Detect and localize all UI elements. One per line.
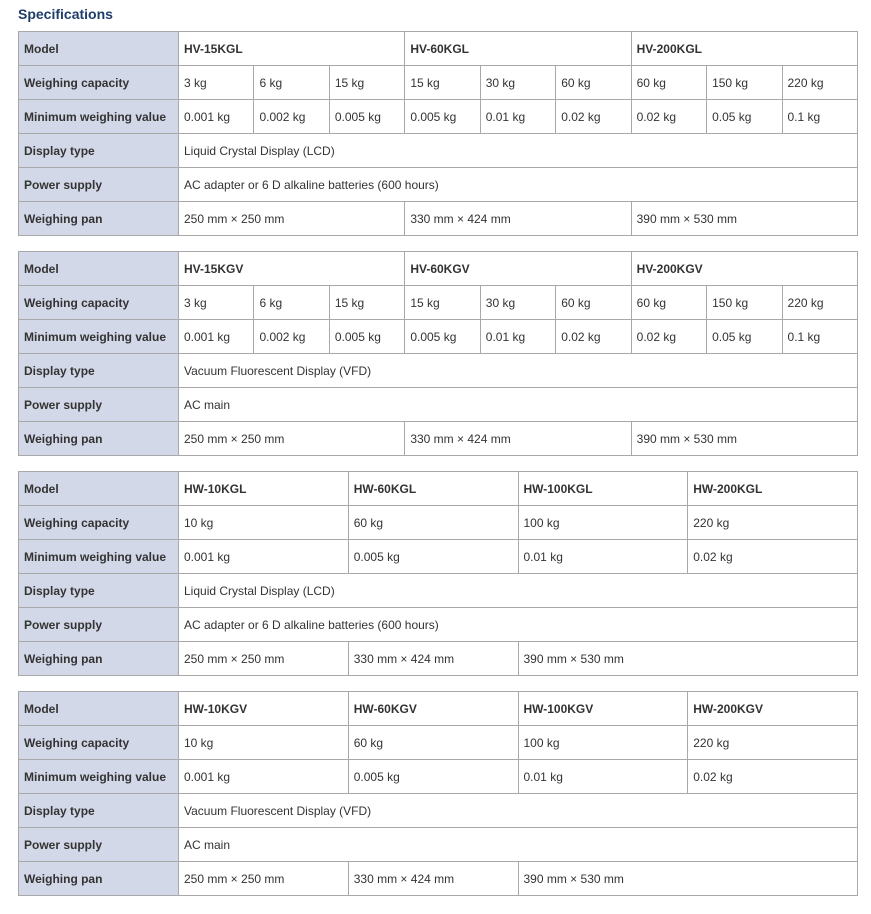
min-value-cell: 0.05 kg — [707, 100, 782, 134]
min-value-cell: 0.002 kg — [254, 320, 329, 354]
capacity-cell: 15 kg — [405, 66, 480, 100]
row-label: Weighing capacity — [19, 726, 179, 760]
model-cell: HW-200KGL — [688, 472, 858, 506]
min-value-cell: 0.002 kg — [254, 100, 329, 134]
model-cell: HV-15KGL — [179, 32, 405, 66]
capacity-cell: 220 kg — [688, 506, 858, 540]
weighing-pan-cell: 390 mm × 530 mm — [631, 202, 857, 236]
model-cell: HW-60KGV — [348, 692, 518, 726]
display-type-cell: Vacuum Fluorescent Display (VFD) — [179, 354, 858, 388]
min-value-cell: 0.02 kg — [556, 100, 631, 134]
display-type-row — [19, 134, 858, 168]
spec-table-hw-kgl — [18, 471, 858, 676]
row-label: Model — [19, 472, 179, 506]
min-value-cell: 0.02 kg — [556, 320, 631, 354]
row-label: Model — [19, 252, 179, 286]
weighing-pan-cell: 330 mm × 424 mm — [348, 642, 518, 676]
model-cell: HW-60KGL — [348, 472, 518, 506]
model-cell: HW-200KGV — [688, 692, 858, 726]
min-value-cell: 0.02 kg — [631, 320, 706, 354]
row-label: Weighing pan — [19, 202, 179, 236]
capacity-cell: 100 kg — [518, 726, 688, 760]
min-value-cell: 0.02 kg — [688, 540, 858, 574]
row-label: Display type — [19, 574, 179, 608]
row-label: Power supply — [19, 388, 179, 422]
capacity-cell: 6 kg — [254, 286, 329, 320]
row-label: Minimum weighing value — [19, 540, 179, 574]
row-label: Display type — [19, 134, 179, 168]
power-supply-row — [19, 168, 858, 202]
weighing-pan-cell: 250 mm × 250 mm — [179, 422, 405, 456]
weighing-pan-row — [19, 642, 858, 676]
capacity-cell: 30 kg — [480, 286, 555, 320]
display-type-row — [19, 354, 858, 388]
capacity-cell: 220 kg — [688, 726, 858, 760]
min-value-cell: 0.001 kg — [179, 320, 254, 354]
min-value-cell: 0.01 kg — [480, 100, 555, 134]
capacity-cell: 150 kg — [707, 286, 782, 320]
section-title: Specifications — [18, 6, 113, 22]
model-row — [19, 472, 858, 506]
capacity-cell: 60 kg — [631, 66, 706, 100]
model-row — [19, 32, 858, 66]
row-label: Display type — [19, 354, 179, 388]
weighing-pan-cell: 390 mm × 530 mm — [518, 862, 858, 896]
spec-table-hv-kgv — [18, 251, 858, 456]
model-cell: HW-10KGV — [179, 692, 349, 726]
row-label: Minimum weighing value — [19, 760, 179, 794]
min-value-cell: 0.005 kg — [405, 320, 480, 354]
model-cell: HV-60KGL — [405, 32, 631, 66]
capacity-row — [19, 726, 858, 760]
weighing-pan-cell: 330 mm × 424 mm — [348, 862, 518, 896]
model-cell: HW-10KGL — [179, 472, 349, 506]
min-value-cell: 0.005 kg — [348, 540, 518, 574]
display-type-cell: Vacuum Fluorescent Display (VFD) — [179, 794, 858, 828]
capacity-cell: 3 kg — [179, 286, 254, 320]
row-label: Weighing capacity — [19, 66, 179, 100]
min-value-cell: 0.001 kg — [179, 100, 254, 134]
capacity-cell: 220 kg — [782, 66, 857, 100]
capacity-cell: 6 kg — [254, 66, 329, 100]
power-supply-cell: AC main — [179, 828, 858, 862]
row-label: Weighing capacity — [19, 286, 179, 320]
model-cell: HW-100KGL — [518, 472, 688, 506]
display-type-cell: Liquid Crystal Display (LCD) — [179, 134, 858, 168]
weighing-pan-row — [19, 862, 858, 896]
capacity-cell: 15 kg — [329, 66, 404, 100]
capacity-cell: 150 kg — [707, 66, 782, 100]
min-value-cell: 0.01 kg — [480, 320, 555, 354]
capacity-row — [19, 286, 858, 320]
model-row — [19, 252, 858, 286]
row-label: Weighing pan — [19, 422, 179, 456]
min-value-cell: 0.05 kg — [707, 320, 782, 354]
power-supply-row — [19, 828, 858, 862]
min-value-cell: 0.01 kg — [518, 760, 688, 794]
row-label: Weighing pan — [19, 862, 179, 896]
model-row — [19, 692, 858, 726]
capacity-cell: 60 kg — [556, 286, 631, 320]
row-label: Power supply — [19, 828, 179, 862]
capacity-cell: 60 kg — [348, 726, 518, 760]
capacity-cell: 60 kg — [631, 286, 706, 320]
spec-table-hw-kgv — [18, 691, 858, 896]
min-value-cell: 0.1 kg — [782, 100, 857, 134]
capacity-cell: 10 kg — [179, 726, 349, 760]
row-label: Model — [19, 692, 179, 726]
min-weighing-row — [19, 100, 858, 134]
model-cell: HV-200KGV — [631, 252, 857, 286]
power-supply-row — [19, 608, 858, 642]
row-label: Model — [19, 32, 179, 66]
min-value-cell: 0.1 kg — [782, 320, 857, 354]
weighing-pan-row — [19, 202, 858, 236]
model-cell: HV-15KGV — [179, 252, 405, 286]
capacity-cell: 60 kg — [348, 506, 518, 540]
row-label: Minimum weighing value — [19, 320, 179, 354]
min-value-cell: 0.02 kg — [631, 100, 706, 134]
capacity-cell: 100 kg — [518, 506, 688, 540]
row-label: Power supply — [19, 608, 179, 642]
weighing-pan-cell: 390 mm × 530 mm — [631, 422, 857, 456]
weighing-pan-cell: 250 mm × 250 mm — [179, 642, 349, 676]
row-label: Weighing pan — [19, 642, 179, 676]
capacity-cell: 3 kg — [179, 66, 254, 100]
power-supply-cell: AC main — [179, 388, 858, 422]
min-value-cell: 0.01 kg — [518, 540, 688, 574]
weighing-pan-cell: 330 mm × 424 mm — [405, 422, 631, 456]
display-type-row — [19, 574, 858, 608]
display-type-cell: Liquid Crystal Display (LCD) — [179, 574, 858, 608]
min-value-cell: 0.001 kg — [179, 760, 349, 794]
min-value-cell: 0.001 kg — [179, 540, 349, 574]
min-value-cell: 0.005 kg — [405, 100, 480, 134]
min-value-cell: 0.005 kg — [329, 100, 404, 134]
power-supply-cell: AC adapter or 6 D alkaline batteries (600 hours) — [179, 608, 858, 642]
power-supply-row — [19, 388, 858, 422]
row-label: Display type — [19, 794, 179, 828]
weighing-pan-row — [19, 422, 858, 456]
model-cell: HV-200KGL — [631, 32, 857, 66]
row-label: Weighing capacity — [19, 506, 179, 540]
capacity-cell: 15 kg — [329, 286, 404, 320]
model-cell: HW-100KGV — [518, 692, 688, 726]
model-cell: HV-60KGV — [405, 252, 631, 286]
min-weighing-row — [19, 320, 858, 354]
power-supply-cell: AC adapter or 6 D alkaline batteries (600 hours) — [179, 168, 858, 202]
weighing-pan-cell: 250 mm × 250 mm — [179, 862, 349, 896]
capacity-cell: 30 kg — [480, 66, 555, 100]
min-value-cell: 0.02 kg — [688, 760, 858, 794]
row-label: Power supply — [19, 168, 179, 202]
capacity-cell: 15 kg — [405, 286, 480, 320]
capacity-cell: 220 kg — [782, 286, 857, 320]
min-value-cell: 0.005 kg — [329, 320, 404, 354]
capacity-row — [19, 506, 858, 540]
min-weighing-row — [19, 760, 858, 794]
weighing-pan-cell: 390 mm × 530 mm — [518, 642, 858, 676]
weighing-pan-cell: 250 mm × 250 mm — [179, 202, 405, 236]
capacity-cell: 10 kg — [179, 506, 349, 540]
min-value-cell: 0.005 kg — [348, 760, 518, 794]
row-label: Minimum weighing value — [19, 100, 179, 134]
weighing-pan-cell: 330 mm × 424 mm — [405, 202, 631, 236]
spec-table-hv-kgl — [18, 31, 858, 236]
min-weighing-row — [19, 540, 858, 574]
capacity-cell: 60 kg — [556, 66, 631, 100]
capacity-row — [19, 66, 858, 100]
display-type-row — [19, 794, 858, 828]
